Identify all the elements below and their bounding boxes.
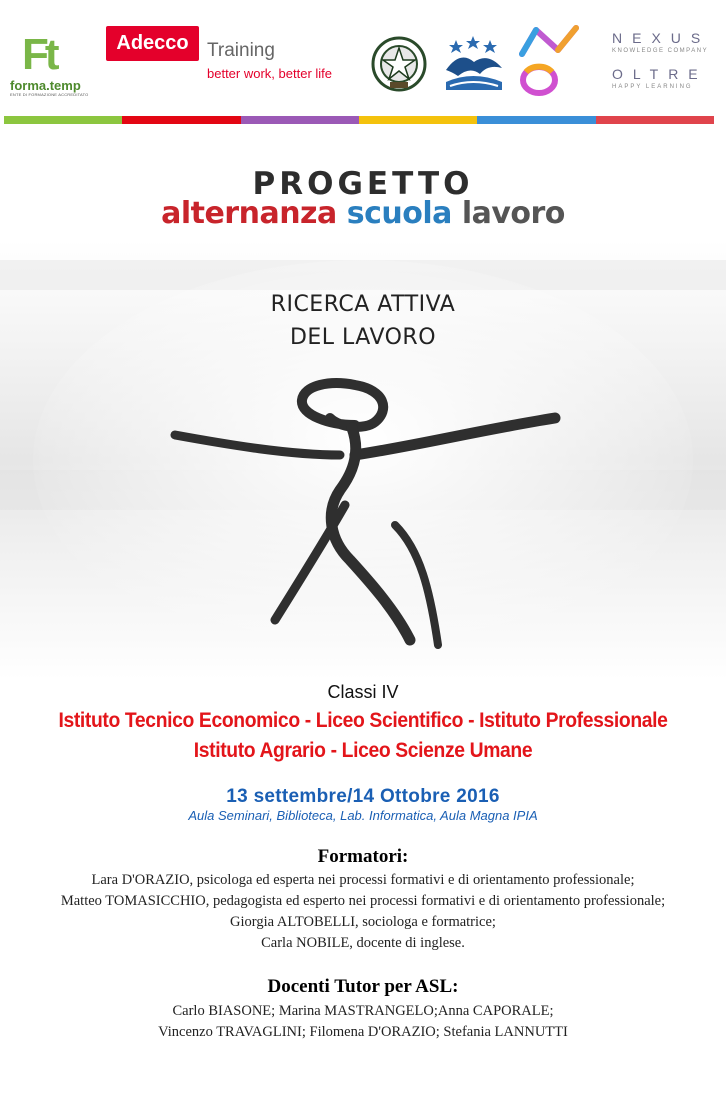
tutors-line-2: Vincenzo TRAVAGLINI; Filomena D'ORAZIO; Stefania LANNUTTI <box>158 1024 568 1040</box>
trainer-item: Matteo TOMASICCHIO, pedagogista ed esperto nei processi formativi e di orientamento professionale; <box>60 893 666 909</box>
subject-line-2: DEL LAVORO <box>289 325 437 350</box>
subtitle-word-alternanza: alternanza <box>161 196 337 231</box>
color-bar-segment <box>122 116 240 124</box>
italian-republic-emblem-icon <box>370 34 428 94</box>
subject-title <box>0 288 726 354</box>
oltre-subtitle: HAPPY LEARNING <box>612 84 693 90</box>
institutes-line-1: Istituto Tecnico Economico - Liceo Scientifico - Istituto Professionale <box>58 709 668 732</box>
nexus-name: NEXUS <box>612 30 711 46</box>
trainer-item: Carla NOBILE, docente di inglese. <box>261 935 465 951</box>
color-bar-segment <box>477 116 595 124</box>
nexus-logo-icon <box>518 24 580 58</box>
trainer-item: Giorgia ALTOBELLI, sociologa e formatrice; <box>230 914 496 930</box>
schedule-dates: 13 settembre/14 Ottobre 2016 <box>226 786 500 807</box>
formatemp-subtitle: ENTE DI FORMAZIONE ACCREDITATO <box>10 92 89 97</box>
subject-line-1: RICERCA ATTIVA <box>270 292 456 317</box>
subtitle-word-lavoro: lavoro <box>461 196 565 231</box>
formatemp-logo <box>10 30 102 98</box>
adecco-tagline: better work, better life <box>207 66 332 81</box>
header-color-bar <box>4 116 714 124</box>
color-bar-segment <box>241 116 359 124</box>
adecco-logo: Adecco <box>106 26 199 61</box>
trainers-heading: Formatori: <box>317 846 409 867</box>
project-title: PROGETTO <box>252 166 474 202</box>
classes-label: Classi IV <box>327 682 399 702</box>
nexus-subtitle: KNOWLEDGE COMPANY <box>612 48 709 54</box>
institutes-list <box>29 706 697 766</box>
tutors-heading: Docenti Tutor per ASL: <box>267 976 459 997</box>
formatemp-name: forma.temp <box>10 78 81 93</box>
trainer-item: Lara D'ORAZIO, psicologa ed esperta nei processi formativi e di orientamento professionale; <box>91 872 635 888</box>
schedule-locations: Aula Seminari, Biblioteca, Lab. Informatica, Aula Magna IPIA <box>188 808 538 823</box>
adecco-training-label: Training <box>207 40 275 61</box>
color-bar-segment <box>596 116 714 124</box>
institutes-line-2: Istituto Agrario - Liceo Scienze Umane <box>193 739 533 762</box>
region-eagle-logo-icon <box>440 30 506 96</box>
subtitle-word-scuola: scuola <box>346 196 452 231</box>
color-bar-segment <box>359 116 477 124</box>
formatemp-mark: Ft <box>22 30 56 79</box>
project-subtitle <box>0 196 726 231</box>
color-bar-segment <box>4 116 122 124</box>
oltre-logo-icon <box>518 62 560 98</box>
tutors-line-1: Carlo BIASONE; Marina MASTRANGELO;Anna CAPORALE; <box>172 1003 554 1019</box>
tutors-list <box>0 1001 726 1043</box>
trainers-list <box>0 870 726 954</box>
oltre-name: OLTRE <box>612 66 708 82</box>
